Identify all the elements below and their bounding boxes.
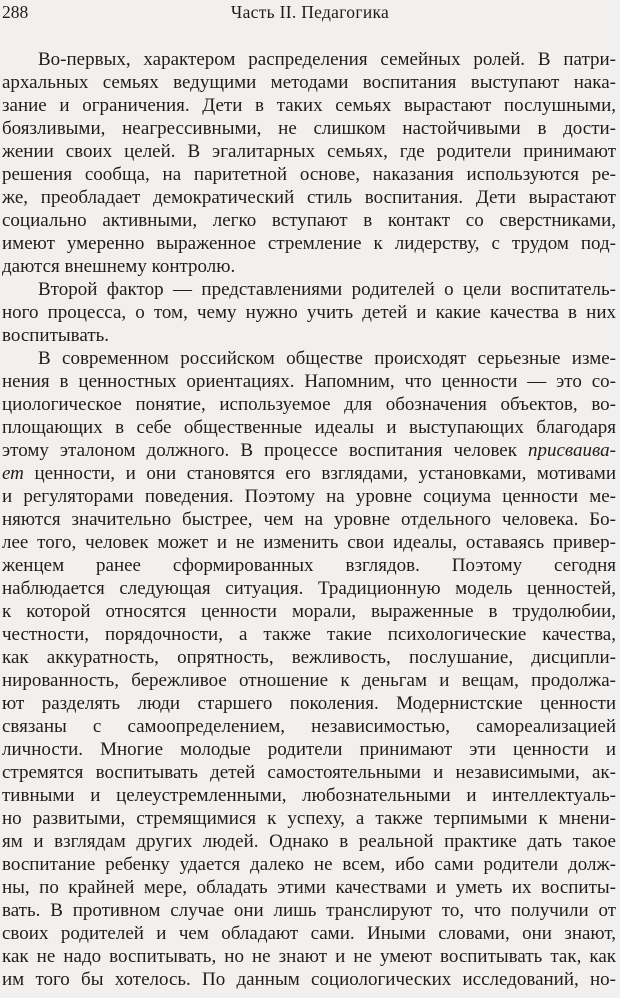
text-line: [2, 646, 616, 669]
text-segment: зание и ограничения. Дети в таких семьях вырастают послушными,: [2, 95, 616, 116]
text-line: [2, 738, 616, 761]
text-line: [2, 784, 616, 807]
text-line: [2, 232, 616, 255]
text-line: [2, 669, 616, 692]
running-head: [0, 0, 620, 24]
text-line: [2, 623, 616, 646]
text-body: [0, 48, 620, 991]
text-line: [2, 899, 616, 922]
text-segment: лее того, человек может и не изменить свои идеалы, оставаясь привер-: [2, 532, 616, 553]
text-segment: тивными и целеустремленными, любознательными и интеллектуаль-: [2, 785, 616, 806]
text-line: [2, 876, 616, 899]
text-segment: к которой относятся ценности морали, выраженные в трудолюбии,: [2, 601, 616, 622]
paragraph: [2, 347, 616, 991]
text-line: [2, 117, 616, 140]
text-line: [2, 761, 616, 784]
text-segment: но развитыми, стремящимися к успеху, а также терпимыми к мнени-: [2, 808, 616, 829]
text-line: [2, 531, 616, 554]
text-segment: воспитывать.: [2, 325, 110, 346]
text-segment: женцем ранее сформированных взглядов. Поэтому сегодня: [2, 555, 616, 576]
text-line: [2, 301, 616, 324]
text-line: [2, 853, 616, 876]
text-line: [2, 186, 616, 209]
text-line: [2, 324, 616, 347]
text-segment: ям и взглядам других людей. Однако в реальной практике дать такое: [2, 831, 616, 852]
italic-text-segment: ет: [2, 463, 24, 484]
text-segment: архальных семьях ведущими методами воспитания выступают нака-: [2, 72, 616, 93]
text-line: [2, 968, 616, 991]
text-line: [2, 945, 616, 968]
text-line: [2, 554, 616, 577]
text-line: [2, 278, 616, 301]
text-line: [2, 600, 616, 623]
text-segment: вать. В противном случае они лишь транслируют то, что получили от: [2, 900, 616, 921]
text-line: [2, 48, 616, 71]
text-segment: нения в ценностных ориентациях. Напомним, что ценности — это со-: [2, 371, 616, 392]
text-line: [2, 370, 616, 393]
text-line: [2, 830, 616, 853]
text-segment: этому эталоном должного. В процессе воспитания человек: [2, 440, 528, 461]
text-line: [2, 94, 616, 117]
text-segment: решения сообща, на паритетной основе, наказания используются ре-: [2, 164, 616, 185]
text-line: [2, 462, 616, 485]
text-segment: имеют умеренно выраженное стремление к лидерству, с трудом под-: [2, 233, 616, 254]
paragraph: [2, 278, 616, 347]
text-segment: воспитание ребенку удается далеко не всем, ибо сами родители долж-: [2, 854, 616, 875]
text-segment: ного процесса, о том, чему нужно учить детей и какие качества в них: [2, 302, 616, 323]
text-line: [2, 347, 616, 370]
text-line: [2, 416, 616, 439]
italic-text-segment: присваива-: [528, 440, 616, 461]
text-segment: площающих в себе общественные идеалы и выступающих благодаря: [2, 417, 616, 438]
text-segment: циологическое понятие, используемое для обозначения объектов, во-: [2, 394, 616, 415]
chapter-header: Часть II. Педагогика: [230, 2, 390, 22]
text-line: [2, 393, 616, 416]
text-segment: ют разделять люди старшего поколения. Модернистские ценности: [2, 693, 616, 714]
text-line: [2, 255, 616, 278]
text-line: [2, 485, 616, 508]
text-segment: им того бы хотелось. По данным социологических исследований, но-: [2, 969, 616, 990]
text-segment: В современном российском обществе происходят серьезные изме-: [38, 348, 616, 369]
text-segment: даются внешнему контролю.: [2, 256, 236, 277]
text-segment: как аккуратность, опрятность, вежливость, послушание, дисципли-: [2, 647, 616, 668]
text-segment: социально активными, легко вступают в контакт со сверстниками,: [2, 210, 616, 231]
text-segment: и регуляторами поведения. Поэтому на уровне социума ценности ме-: [2, 486, 616, 507]
text-line: [2, 140, 616, 163]
text-segment: нированность, бережливое отношение к деньгам и вещам, продолжа-: [2, 670, 616, 691]
text-segment: Второй фактор — представлениями родителей о цели воспитатель-: [38, 279, 616, 300]
paragraph: [2, 48, 616, 278]
text-segment: же, преобладает демократический стиль воспитания. Дети вырастают: [2, 187, 616, 208]
text-line: [2, 807, 616, 830]
text-segment: честности, порядочности, а также такие психологические качества,: [2, 624, 616, 645]
text-line: [2, 692, 616, 715]
text-segment: своих родителей и чем обладают сами. Иными словами, они знают,: [2, 923, 616, 944]
text-segment: личности. Многие молодые родители принимают эти ценности и: [2, 739, 616, 760]
text-line: [2, 163, 616, 186]
text-segment: жении своих целей. В эгалитарных семьях, где родители принимают: [2, 141, 616, 162]
text-line: [2, 209, 616, 232]
text-line: [2, 715, 616, 738]
text-line: [2, 577, 616, 600]
text-line: [2, 922, 616, 945]
text-segment: наблюдается следующая ситуация. Традиционную модель ценностей,: [2, 578, 616, 599]
text-segment: няются значительно быстрее, чем на уровне отдельного человека. Бо-: [2, 509, 616, 530]
text-segment: боязливыми, неагрессивными, не слишком настойчивыми в дости-: [2, 118, 616, 139]
text-segment: связаны с самоопределением, независимостью, самореализацией: [2, 716, 616, 737]
text-segment: стремятся воспитывать детей самостоятельными и независимыми, ак-: [2, 762, 616, 783]
text-line: [2, 439, 616, 462]
text-segment: ценности, и они становятся его взглядами, установками, мотивами: [23, 463, 616, 484]
text-segment: как не надо воспитывать, но не знают и не умеют воспитывать так, как: [2, 946, 616, 967]
text-line: [2, 71, 616, 94]
text-segment: ны, по крайней мере, обладать этими качествами и уметь их воспиты-: [2, 877, 616, 898]
page-number: 288: [2, 2, 29, 22]
text-segment: Во-первых, характером распределения семейных ролей. В патри-: [38, 49, 616, 70]
text-line: [2, 508, 616, 531]
